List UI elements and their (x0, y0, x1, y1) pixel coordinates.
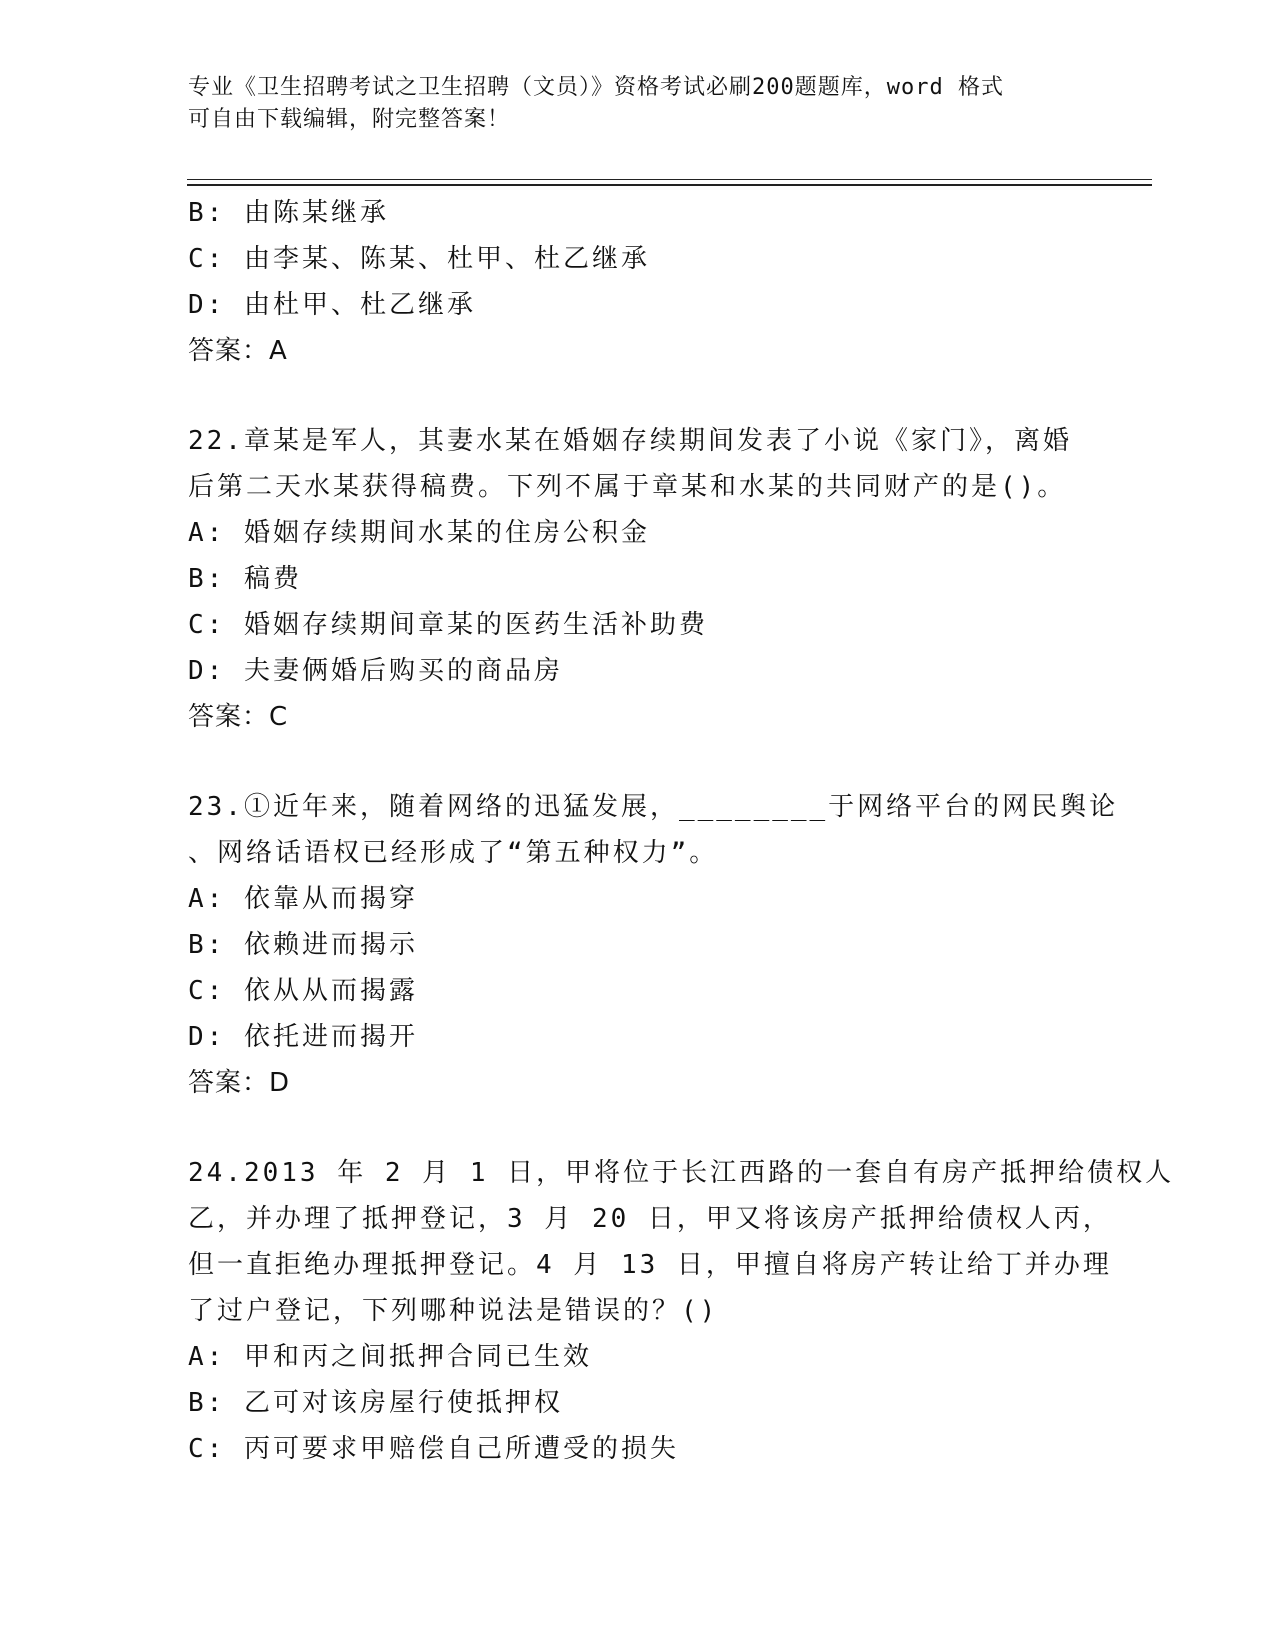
option-c: C: 丙可要求甲赔偿自己所遭受的损失 (188, 1434, 679, 1464)
question-stem-line: 23.①近年来，随着网络的迅猛发展，________于网络平台的网民舆论 (188, 792, 1119, 822)
question-stem-line: 、网络话语权已经形成了“第五种权力”。 (188, 838, 719, 868)
option-d: D: 由杜甲、杜乙继承 (188, 290, 476, 320)
option-a: A: 甲和丙之间抵押合同已生效 (188, 1342, 592, 1372)
header-divider-thick (187, 184, 1152, 186)
question-21-continued (188, 190, 1088, 374)
answer-line: 答案：C (188, 702, 289, 732)
option-c: C: 婚姻存续期间章某的医药生活补助费 (188, 610, 708, 640)
question-stem-line: 但一直拒绝办理抵押登记。4 月 13 日，甲擅自将房产转让给丁并办理 (188, 1250, 1112, 1280)
question-stem-line: 22.章某是军人，其妻水某在婚姻存续期间发表了小说《家门》，离婚 (188, 426, 1072, 456)
question-stem-line: 了过户登记，下列哪种说法是错误的？() (188, 1296, 719, 1326)
option-b: B: 依赖进而揭示 (188, 930, 418, 960)
question-stem-line: 后第二天水某获得稿费。下列不属于章某和水某的共同财产的是()。 (188, 472, 1067, 502)
option-a: A: 婚姻存续期间水某的住房公积金 (188, 518, 650, 548)
question-23 (188, 784, 1119, 1106)
page-header (188, 72, 1088, 136)
option-c: C: 由李某、陈某、杜甲、杜乙继承 (188, 244, 650, 274)
option-b: B: 由陈某继承 (188, 198, 389, 228)
question-24 (188, 1150, 1175, 1472)
option-a: A: 依靠从而揭穿 (188, 884, 418, 914)
option-b: B: 稿费 (188, 564, 302, 594)
answer-line: 答案：A (188, 336, 288, 366)
option-c: C: 依从从而揭露 (188, 976, 418, 1006)
question-stem-line: 24.2013 年 2 月 1 日，甲将位于长江西路的一套自有房产抵押给债权人 (188, 1158, 1175, 1188)
spacer (188, 1106, 1088, 1150)
question-stem-line: 乙，并办理了抵押登记，3 月 20 日，甲又将该房产抵押给债权人丙， (188, 1204, 1112, 1234)
question-list (188, 190, 1175, 1472)
spacer (188, 740, 1088, 784)
question-22 (188, 418, 1088, 740)
option-d: D: 夫妻俩婚后购买的商品房 (188, 656, 563, 686)
header-divider-thin (187, 179, 1152, 180)
header-line-1: 专业《卫生招聘考试之卫生招聘（文员）》资格考试必刷200题题库，word 格式 (188, 75, 1004, 100)
answer-line: 答案：D (188, 1068, 291, 1098)
spacer (188, 374, 1088, 418)
option-b: B: 乙可对该房屋行使抵押权 (188, 1388, 563, 1418)
header-line-2: 可自由下载编辑，附完整答案！ (188, 107, 511, 132)
option-d: D: 依托进而揭开 (188, 1022, 418, 1052)
